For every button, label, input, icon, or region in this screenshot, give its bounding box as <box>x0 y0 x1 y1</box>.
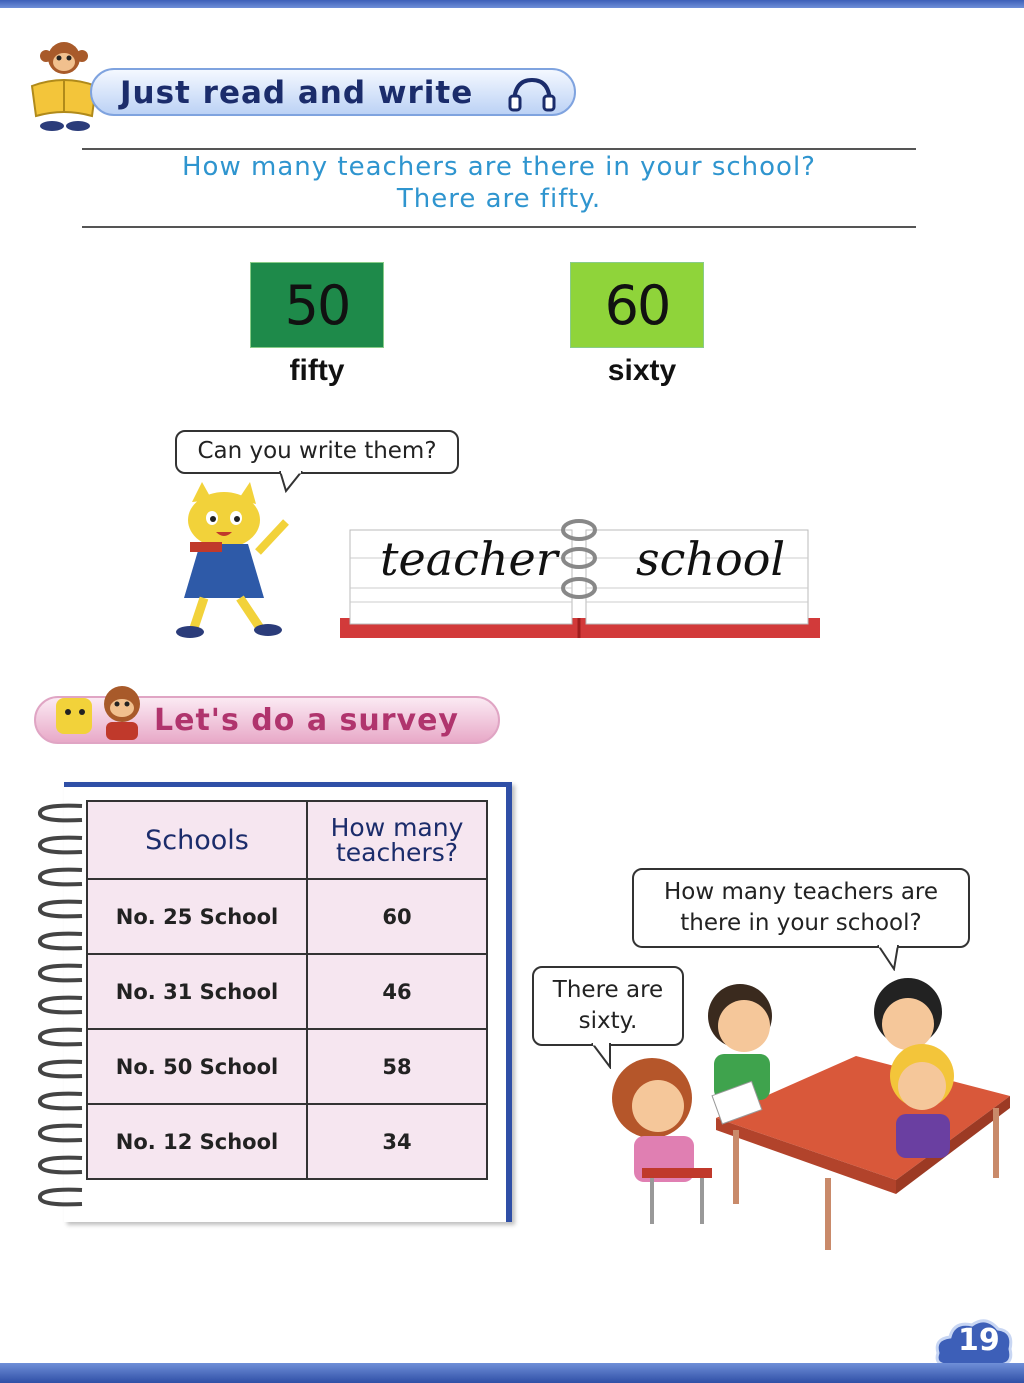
number-word-fifty: fifty <box>289 354 345 387</box>
children-survey-illustration <box>596 968 1016 1254</box>
survey-table <box>86 800 488 1180</box>
phrase-bottom-rule <box>82 226 916 228</box>
word-notebook <box>336 518 822 640</box>
teacher-count-cell: 60 <box>307 879 487 954</box>
survey-title: Let's do a survey <box>154 703 459 738</box>
teacher-count-cell: 46 <box>307 954 487 1029</box>
spiral-binding-icon <box>36 800 90 1220</box>
header-schools: Schools <box>87 801 307 879</box>
table-row <box>87 1104 487 1179</box>
word-teacher: teacher <box>380 532 558 586</box>
table-row <box>87 954 487 1029</box>
school-name-cell: No. 50 School <box>87 1029 307 1104</box>
read-write-banner <box>90 68 576 116</box>
cat-and-monkey-icon <box>50 676 150 746</box>
cat-speech-text: Can you write them? <box>197 438 437 465</box>
bottom-border <box>0 1363 1024 1383</box>
number-card-50: 50 <box>250 262 384 348</box>
question-speech-text: How many teachers are there in your school? <box>663 878 939 936</box>
phrase-answer: There are fifty. <box>396 184 602 214</box>
read-write-title: Just read and write <box>120 75 474 111</box>
cat-speech-bubble <box>175 430 459 474</box>
number-card-60: 60 <box>570 262 704 348</box>
phrase-question: How many teachers are there in your school? <box>182 152 816 182</box>
word-school: school <box>636 532 786 586</box>
number-word-sixty: sixty <box>607 354 677 387</box>
question-speech-bubble <box>632 868 970 948</box>
cat-character-icon <box>160 482 300 642</box>
table-row <box>87 879 487 954</box>
school-name-cell: No. 25 School <box>87 879 307 954</box>
teacher-count-cell: 58 <box>307 1029 487 1104</box>
header-teacher-count: How many teachers? <box>307 801 487 879</box>
table-header-row <box>87 801 487 879</box>
answer-speech-text: There are sixty. <box>552 976 664 1034</box>
headphones-icon[interactable] <box>508 76 556 112</box>
page-number: 19 <box>958 1323 1000 1358</box>
teacher-count-cell: 34 <box>307 1104 487 1179</box>
phrase-top-rule <box>82 148 916 150</box>
table-row <box>87 1029 487 1104</box>
school-name-cell: No. 12 School <box>87 1104 307 1179</box>
school-name-cell: No. 31 School <box>87 954 307 1029</box>
top-border <box>0 0 1024 8</box>
